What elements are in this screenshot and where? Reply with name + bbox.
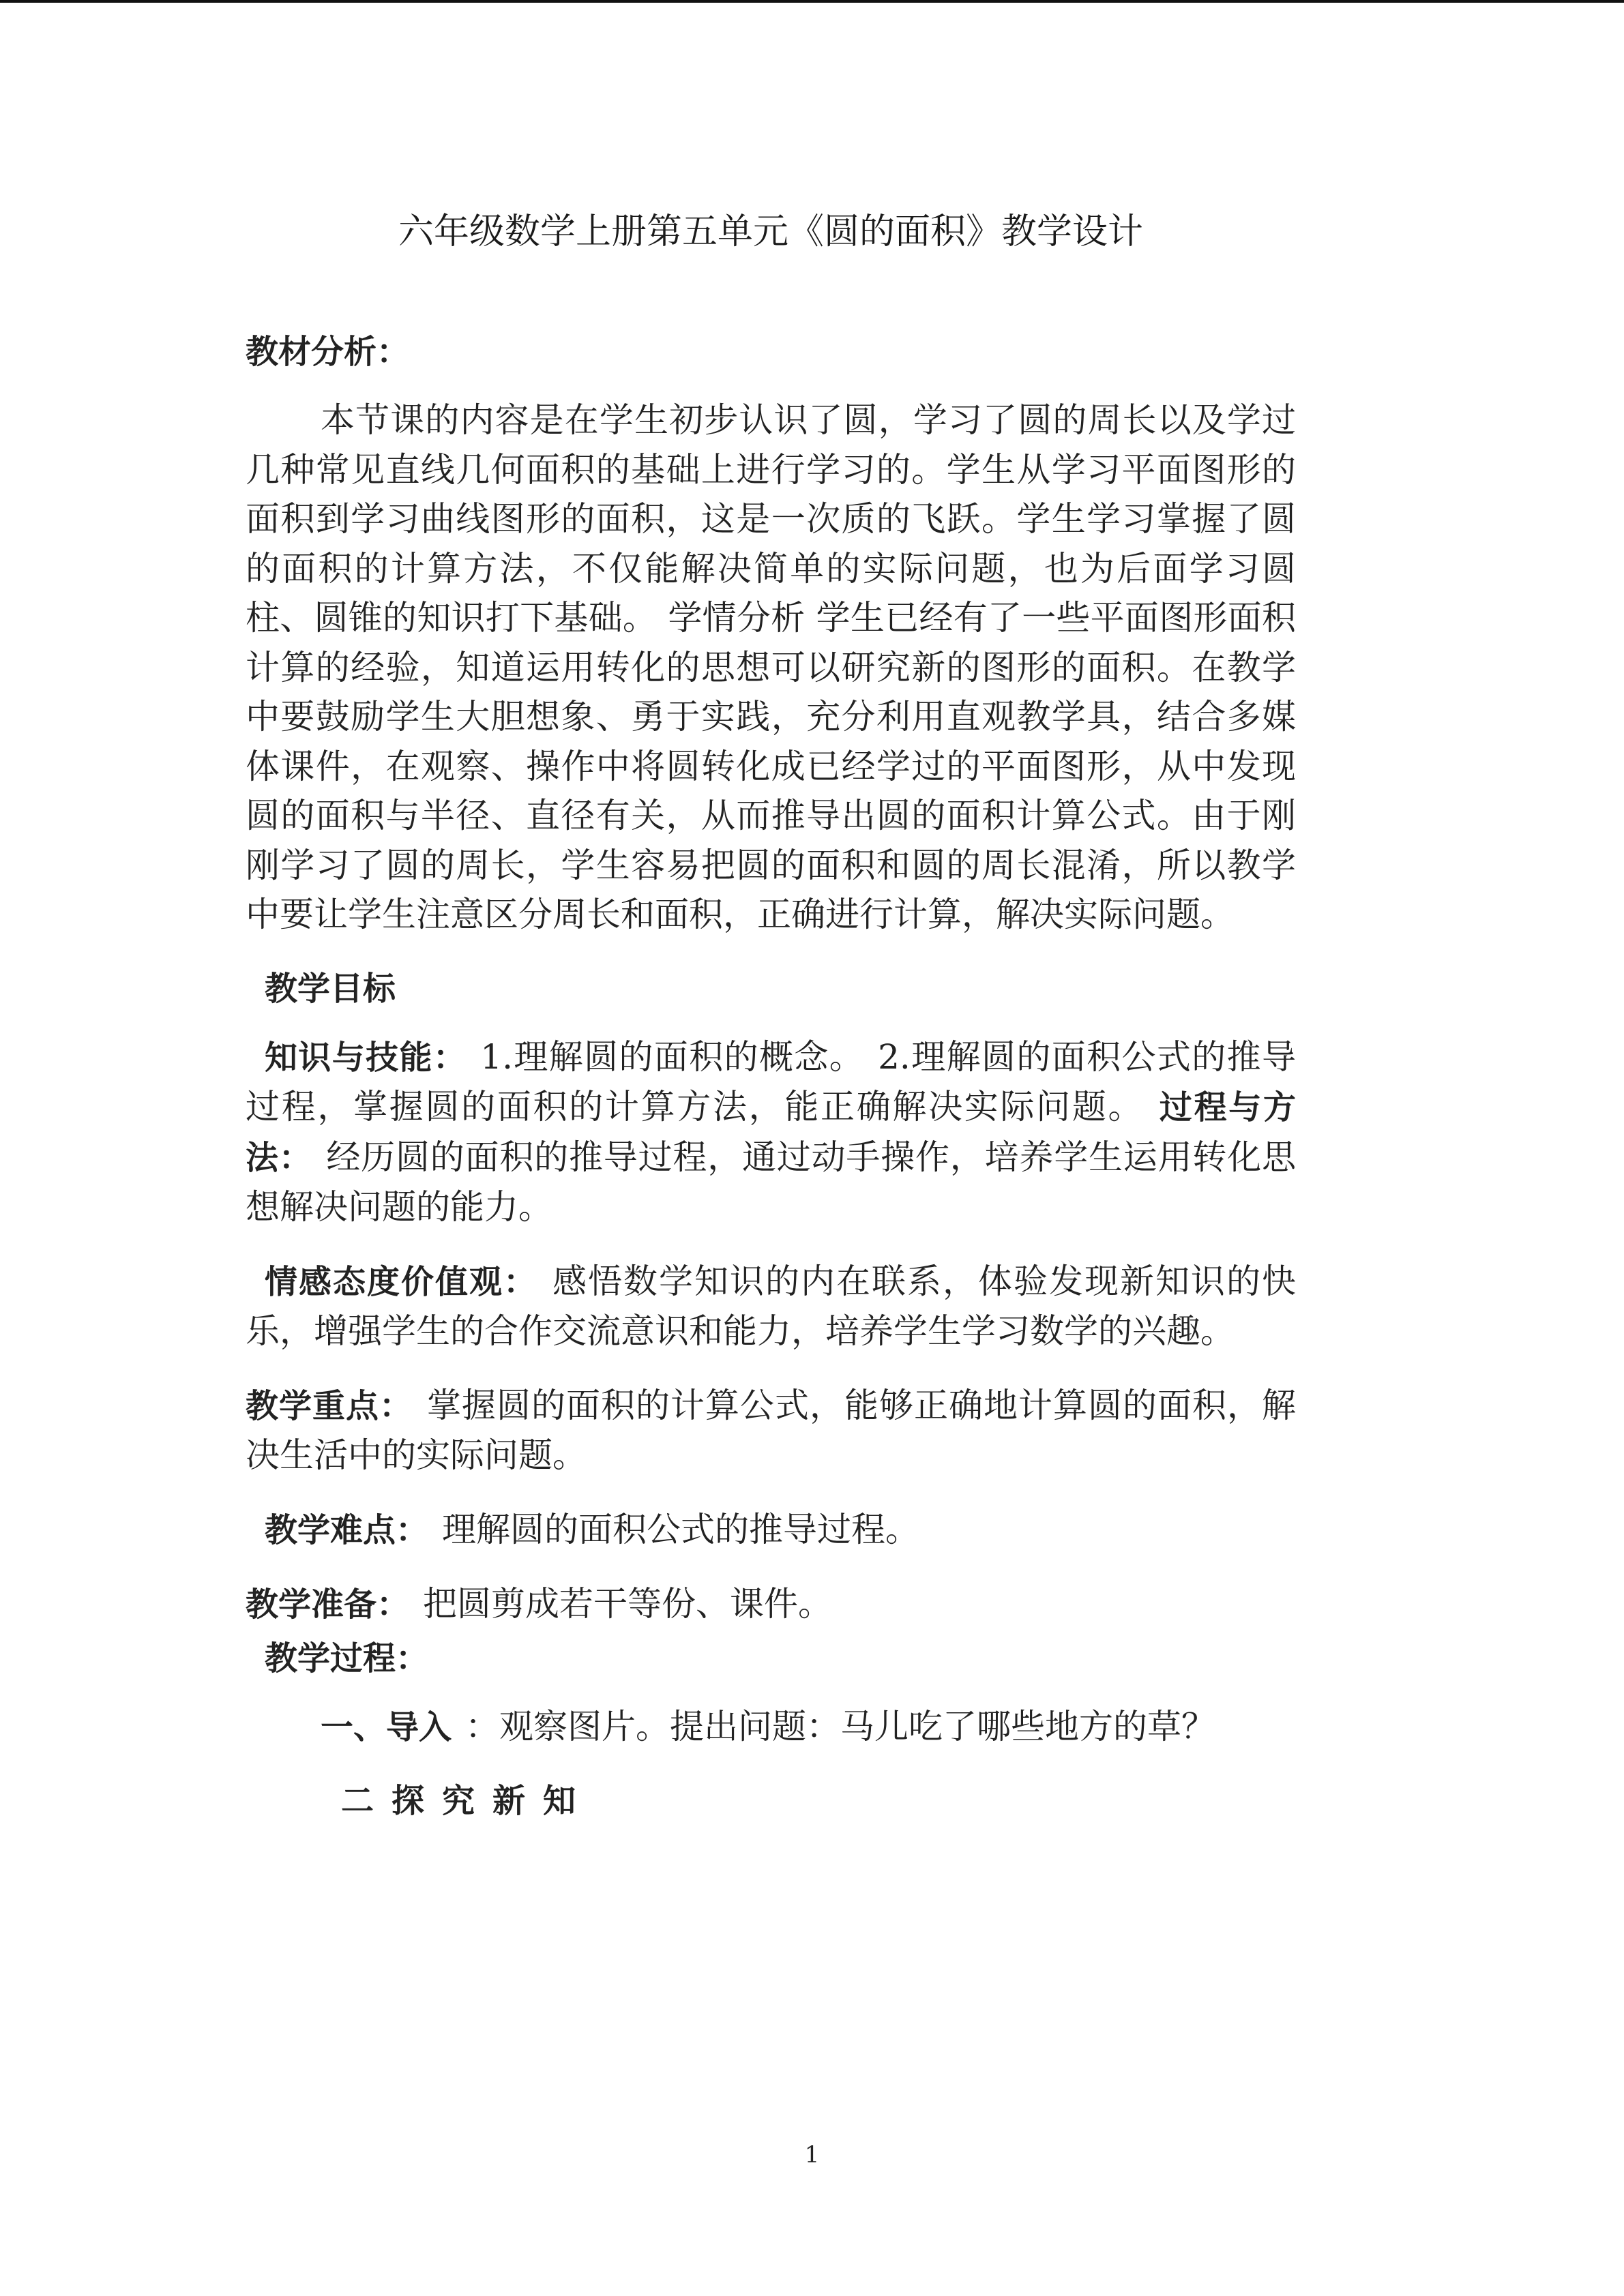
knowledge-skills-text-2: 2.理解圆的面积公式的推导过程，掌握圆的面积的计算方法，能正确解决实际问题。 xyxy=(246,1037,1296,1127)
teaching-procedure-heading: 教学过程： xyxy=(265,1639,429,1678)
preparation-label: 教学准备： xyxy=(246,1585,410,1624)
emotion-values-text: 感悟数学知识的内在联系，体验发现新知识的快乐，增强学生的合作交流意识和能力，培养学生学习数学的兴趣。 xyxy=(246,1261,1296,1351)
knowledge-skills-paragraph xyxy=(246,1032,1296,1232)
preparation-text: 把圆剪成若干等份、课件。 xyxy=(423,1584,833,1624)
document-page xyxy=(246,205,1296,1825)
introduction-label: 一、导入 xyxy=(321,1708,452,1746)
difficulty-paragraph xyxy=(246,1505,1296,1555)
difficulty-label: 教学难点： xyxy=(265,1510,429,1549)
document-title: 六年级数学上册第五单元《圆的面积》教学设计 xyxy=(398,211,1143,252)
material-analysis-heading: 教材分析： xyxy=(246,333,410,371)
key-points-text: 掌握圆的面积的计算公式，能够正确地计算圆的面积，解决生活中的实际问题。 xyxy=(246,1385,1296,1475)
introduction-text: ：观察图片。提出问题：马儿吃了哪些地方的草？ xyxy=(465,1706,1216,1746)
knowledge-skills-label: 知识与技能： xyxy=(265,1038,467,1077)
process-methods-text: 经历圆的面积的推导过程，通过动手操作，培养学生运用转化思想解决问题的能力。 xyxy=(246,1137,1296,1227)
emotion-values-paragraph xyxy=(246,1257,1296,1356)
preparation-paragraph xyxy=(246,1579,1296,1630)
process-methods-label: 过程与方法： xyxy=(246,1088,1296,1177)
teaching-goals-heading: 教学目标 xyxy=(265,969,396,1008)
introduction-paragraph xyxy=(246,1702,1296,1753)
page-number: 1 xyxy=(804,2141,820,2168)
difficulty-text: 理解圆的面积公式的推导过程。 xyxy=(442,1509,920,1549)
explore-new-knowledge-heading: 二探究新知 xyxy=(341,1782,594,1820)
emotion-values-label: 情感态度价值观： xyxy=(265,1262,537,1301)
key-points-label: 教学重点： xyxy=(246,1386,413,1425)
material-analysis-text: 本节课的内容是在学生初步认识了圆，学习了圆的周长以及学过几种常见直线几何面积的基础上进行学习的。学生从学习平面图形的面积到学习曲线图形的面积，这是一次质的飞跃。学生学习掌握了圆的面积的计算方法，不仅能解决简单的实际问题，也为后面学习圆柱、圆锥的知识打下基础。 学情分析 学生已经有了一些平面图形面积计算的经验，知道运用转化的思想可以研究新的图形的面积。在教学中要鼓励学生大胆想象、勇于实践，充分利用直观教学具，结合多媒体课件，在观察、操作中将圆转化成已经学过的平面图形，从中发现圆的面积与半径、直径有关，从而推导出圆的面积计算公式。由于刚刚学习了圆的周长，学生容易把圆的面积和圆的周长混淆，所以教学中要让学生注意区分周长和面积，正确进行计算，解决实际问题。 xyxy=(246,400,1296,934)
key-points-paragraph xyxy=(246,1381,1296,1480)
knowledge-skills-text-1: 1.理解圆的面积的概念。 xyxy=(480,1037,865,1077)
top-border-line xyxy=(0,0,1624,3)
